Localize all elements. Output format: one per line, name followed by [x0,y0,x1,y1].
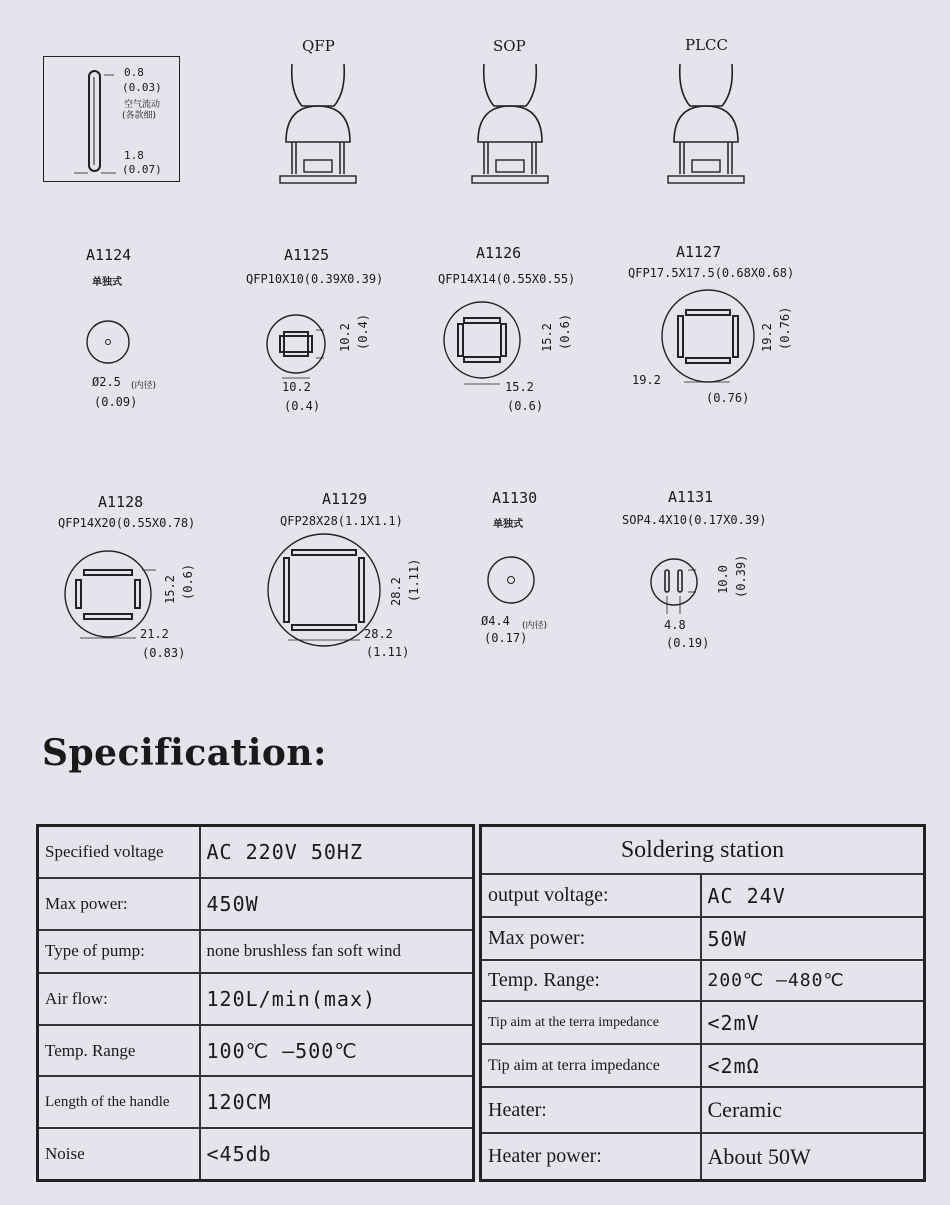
spec-value: 100℃ —500℃ [200,1025,474,1077]
table-row [481,874,925,917]
nozzle-model: QFP14X20(0.55X0.78) [58,516,196,530]
nozzle-dim-v: 10.2 [338,323,352,352]
nozzle-dim: Ø2.5 [92,375,121,389]
nozzle-side-sop [470,62,550,186]
spec-value: 120CM [200,1076,474,1128]
table-row [38,973,474,1025]
slot-width-in: (0.03) [122,81,162,94]
spec-value: Ceramic [701,1087,925,1133]
nozzle-dim-v-in: (0.6) [181,563,195,600]
nozzle-side-qfp [278,62,358,186]
label-sop: SOP [493,37,526,55]
nozzle-code: A1126 [476,244,522,262]
nozzle-code: A1127 [676,243,722,261]
slot-note-2: (各款细) [122,111,157,121]
soldering-station-table [479,824,926,1182]
nozzle-a1124-drawing [86,320,130,364]
nozzle-dim-h-in: (0.76) [706,391,750,405]
nozzle-model: QFP17.5X17.5(0.68X0.68) [628,266,795,280]
slot-length-in: (0.07) [122,163,162,176]
nozzle-dim-h: 10.2 [282,380,311,394]
nozzle-model: QFP28X28(1.1X1.1) [280,514,403,528]
table-row [38,1128,474,1181]
spec-key: Heater: [481,1087,701,1133]
nozzle-dim-v: 19.2 [760,323,774,352]
spec-key: Air flow: [38,973,200,1025]
nozzle-a1127-drawing [660,290,760,390]
nozzle-dim-v-in: (0.76) [778,306,792,350]
nozzle-dim-h: 4.8 [664,618,686,632]
spec-value: <2mΩ [701,1044,925,1087]
nozzle-a1125-drawing [266,312,336,382]
spec-key: Specified voltage [38,826,200,879]
table-row [38,1025,474,1077]
nozzle-model: 单独式 [92,277,122,288]
table-row [481,917,925,960]
spec-value: AC 220V 50HZ [200,826,474,879]
slot-length: 1.8 [124,149,144,162]
spec-value: 50W [701,917,925,960]
spec-key: Tip aim at terra impedance [481,1044,701,1087]
nozzle-dim-h: 15.2 [505,380,534,394]
nozzle-dim-h-in: (0.6) [507,399,544,413]
nozzle-dim-note: (内径) [131,381,157,391]
label-qfp: QFP [302,37,335,55]
spec-key: Heater power: [481,1133,701,1180]
spec-value: <2mV [701,1001,925,1044]
nozzle-dim-v-in: (0.39) [734,554,748,598]
nozzle-dim-h-in: (0.4) [284,399,321,413]
nozzle-model: QFP14X14(0.55X0.55) [438,272,576,286]
nozzle-dim-v-in: (0.6) [558,313,572,350]
nozzle-dim-in: (0.09) [94,395,138,409]
nozzle-code: A1131 [668,488,714,506]
nozzle-dim-v-in: (0.4) [356,313,370,350]
spec-value: 450W [200,878,474,930]
nozzle-dim-v: 28.2 [389,577,403,606]
slot-width: 0.8 [124,66,144,79]
nozzle-dim-v-in: (1.11) [407,558,421,602]
spec-key: Max power: [481,917,701,960]
station-title: Soldering station [481,826,925,875]
nozzle-code: A1129 [322,490,368,508]
nozzle-dim-h-in: (1.11) [366,645,410,659]
spec-key: Type of pump: [38,930,200,974]
table-row [38,1076,474,1128]
nozzle-dim-in: (0.17) [484,631,528,645]
spec-title: Specification: [42,732,327,774]
spec-value: About 50W [701,1133,925,1180]
spec-key: Max power: [38,878,200,930]
nozzle-a1130-drawing [487,556,537,606]
nozzle-code: A1124 [86,246,132,264]
nozzle-dim-v: 15.2 [540,323,554,352]
spec-key: Temp. Range [38,1025,200,1077]
slot-detail-box [43,56,180,182]
table-row [481,826,925,875]
nozzle-code: A1125 [284,246,330,264]
nozzle-dim-h-in: (0.83) [142,646,186,660]
spec-value: none brushless fan soft wind [200,930,474,974]
table-row [481,1087,925,1133]
table-row [38,826,474,879]
hot-air-spec-table [36,824,475,1182]
slot-note-1: 空气流动 [124,100,161,110]
table-row [38,878,474,930]
nozzle-dim: Ø4.4 [481,614,510,628]
spec-key: Noise [38,1128,200,1181]
nozzle-dim-h-in: (0.19) [666,636,710,650]
spec-value: AC 24V [701,874,925,917]
nozzle-code: A1128 [98,493,144,511]
spec-value: 120L/min(max) [200,973,474,1025]
nozzle-model: SOP4.4X10(0.17X0.39) [622,513,767,527]
spec-key: Temp. Range: [481,960,701,1001]
nozzle-dim-note: (内径) [522,621,548,631]
table-row [481,1044,925,1087]
nozzle-model: 单独式 [493,519,523,530]
nozzle-dim-v: 10.0 [716,565,730,594]
spec-key: output voltage: [481,874,701,917]
label-plcc: PLCC [685,36,729,54]
nozzle-dim-v: 15.2 [163,575,177,604]
nozzle-a1126-drawing [442,300,532,390]
spec-value: 200℃ —480℃ [701,960,925,1001]
spec-value: <45db [200,1128,474,1181]
nozzle-code: A1130 [492,489,538,507]
nozzle-dim-h: 19.2 [632,373,661,387]
spec-key: Tip aim at the terra impedance [481,1001,701,1044]
table-row [481,960,925,1001]
nozzle-dim-h: 21.2 [140,627,169,641]
table-row [481,1001,925,1044]
nozzle-model: QFP10X10(0.39X0.39) [246,272,384,286]
table-row [38,930,474,974]
nozzle-dim-h: 28.2 [364,627,393,641]
nozzle-side-plcc [666,62,746,186]
table-row [481,1133,925,1180]
nozzle-a1131-drawing [650,556,710,616]
spec-key: Length of the handle [38,1076,200,1128]
